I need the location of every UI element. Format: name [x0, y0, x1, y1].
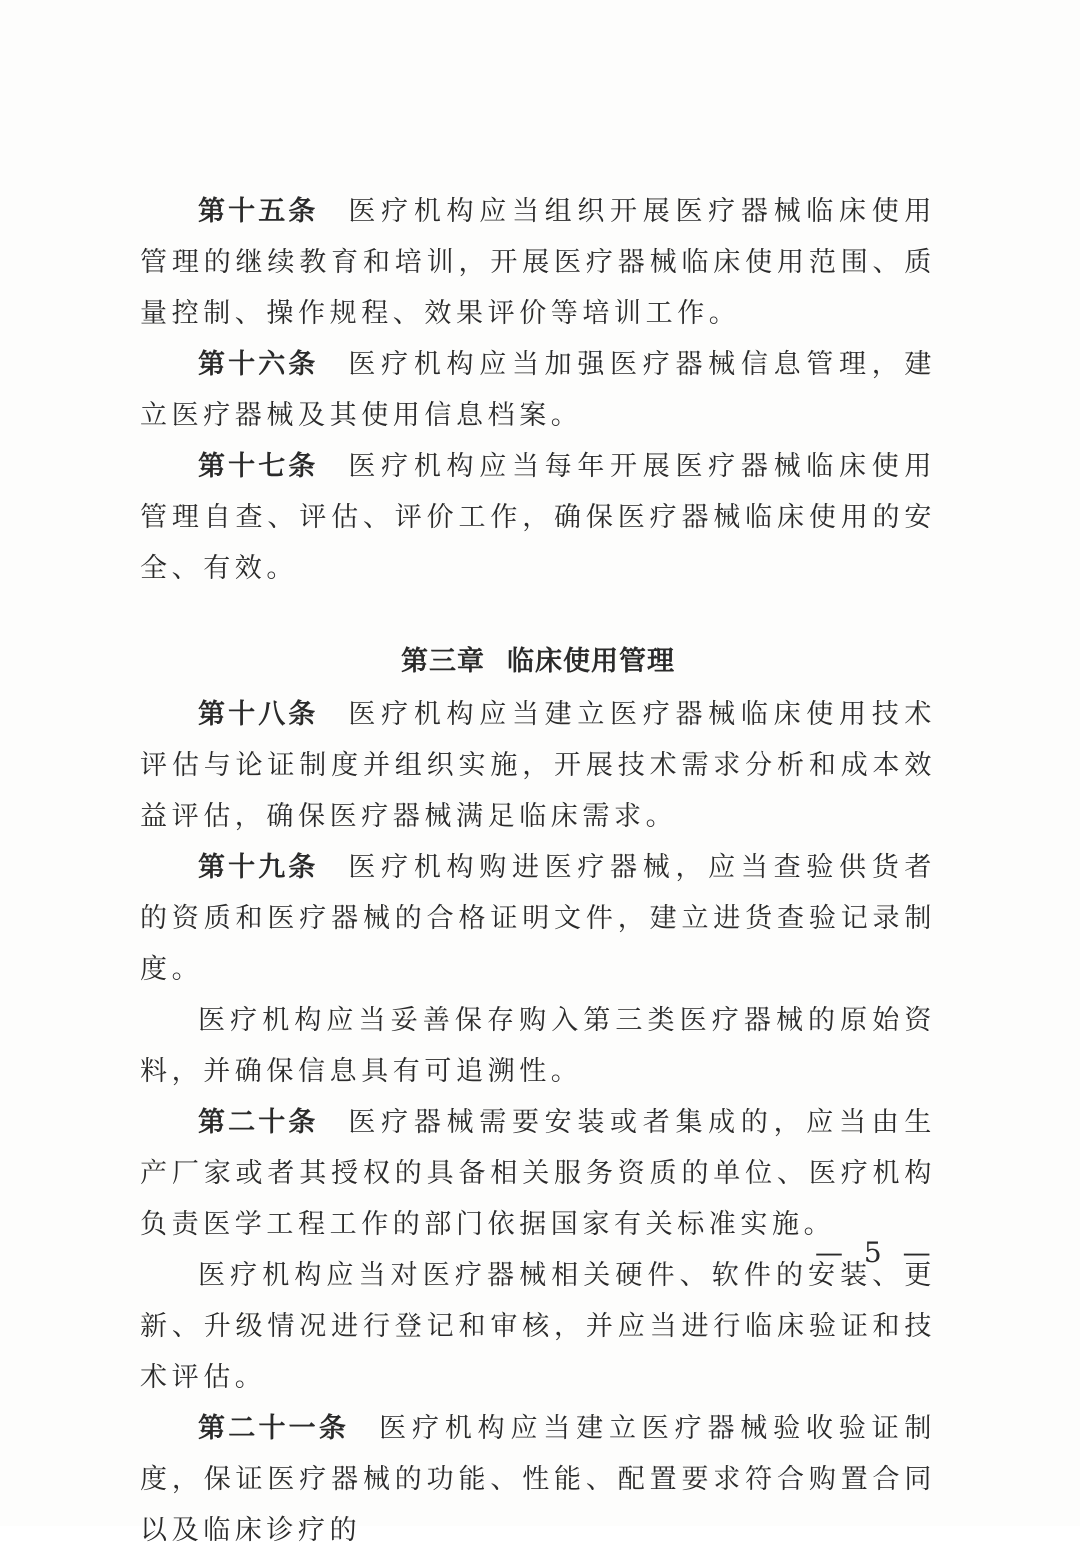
article-19-title: 第十九条: [198, 852, 319, 883]
article-16-text: 医疗机构应当加强医疗器械信息管理，建立医疗器械及其使用信息档案。: [140, 349, 936, 431]
article-18-text: 医疗机构应当建立医疗器械临床使用技术评估与论证制度并组织实施，开展技术需求分析和成本效益评估，确保医疗器械满足临床需求。: [140, 699, 936, 832]
article-19-text: 医疗机构购进医疗器械，应当查验供货者的资质和医疗器械的合格证明文件，建立进货查验记录制度。: [140, 852, 936, 985]
article-21: [140, 1403, 936, 1556]
article-19: [140, 842, 936, 995]
article-19-paragraph-2: 医疗机构应当妥善保存购入第三类医疗器械的原始资料，并确保信息具有可追溯性。: [140, 1005, 936, 1087]
chapter-title: 临床使用管理: [507, 646, 675, 677]
article-18: [140, 689, 936, 842]
article-16-title: 第十六条: [198, 349, 319, 380]
article-20: [140, 1097, 936, 1250]
chapter-heading: [140, 636, 936, 687]
article-21-title: 第二十一条: [198, 1413, 350, 1444]
document-body: [140, 186, 936, 1556]
article-17: [140, 441, 936, 594]
article-18-title: 第十八条: [198, 699, 319, 730]
article-17-text: 医疗机构应当每年开展医疗器械临床使用管理自查、评估、评价工作，确保医疗器械临床使用的安全、有效。: [140, 451, 936, 584]
article-20-text: 医疗器械需要安装或者集成的，应当由生产厂家或者其授权的具备相关服务资质的单位、医疗机构负责医学工程工作的部门依据国家有关标准实施。: [140, 1107, 936, 1240]
article-15-title: 第十五条: [198, 196, 319, 227]
article-21-text: 医疗机构应当建立医疗器械验收验证制度，保证医疗器械的功能、性能、配置要求符合购置合同以及临床诊疗的: [140, 1413, 937, 1546]
page-number: — 5 —: [815, 1236, 937, 1269]
article-15-text: 医疗机构应当组织开展医疗器械临床使用管理的继续教育和培训，开展医疗器械临床使用范围、质量控制、操作规程、效果评价等培训工作。: [140, 196, 936, 329]
article-15: [140, 186, 936, 339]
article-16: [140, 339, 936, 441]
article-20-paragraph-2: 医疗机构应当对医疗器械相关硬件、软件的安装、更新、升级情况进行登记和审核，并应当进行临床验证和技术评估。: [140, 1260, 936, 1393]
chapter-number: 第三章: [401, 646, 485, 677]
article-17-title: 第十七条: [198, 451, 319, 482]
article-20-title: 第二十条: [198, 1107, 319, 1138]
